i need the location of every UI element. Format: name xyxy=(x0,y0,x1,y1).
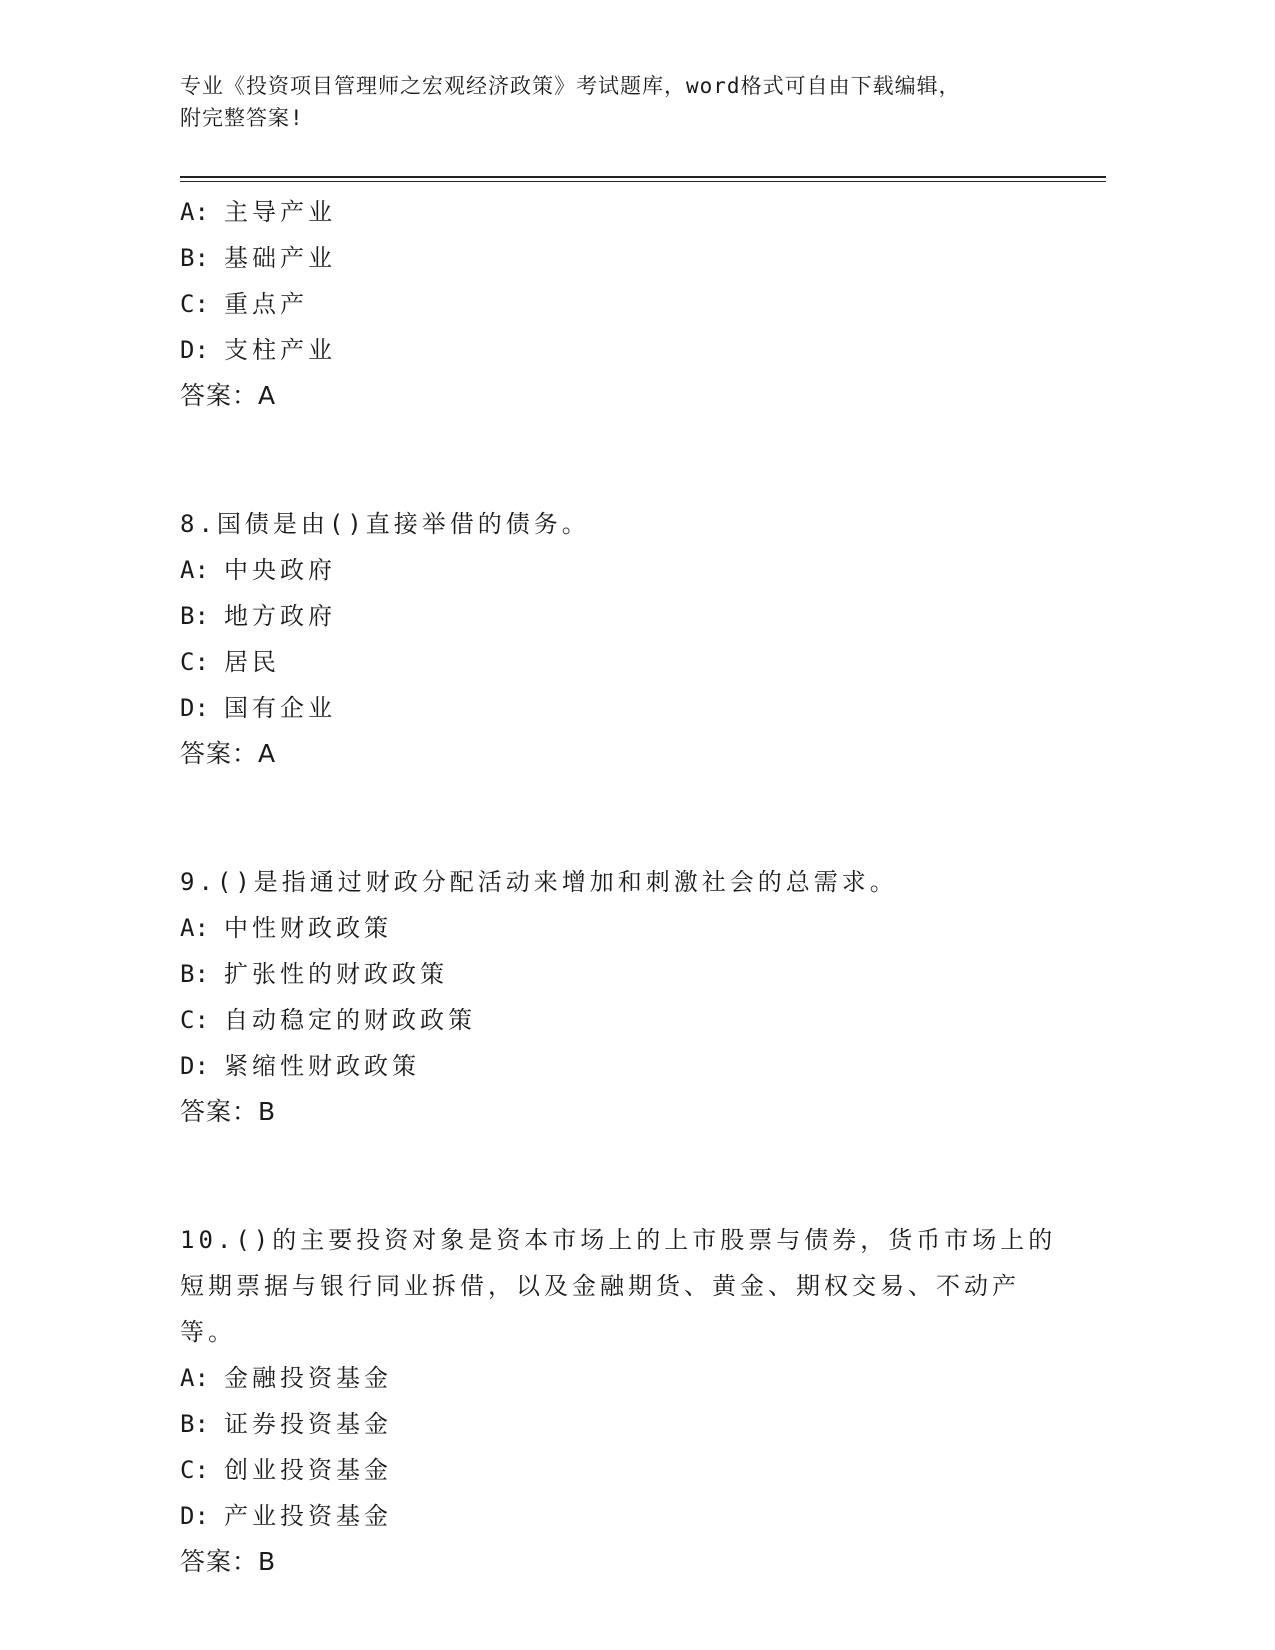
option-b: B: 证券投资基金 xyxy=(180,1410,392,1438)
option-b: B: 扩张性的财政政策 xyxy=(180,960,448,988)
spacer xyxy=(180,419,1080,501)
option-c: C: 自动稳定的财政政策 xyxy=(180,1006,476,1034)
answer-label: 答案：B xyxy=(180,1097,277,1126)
spacer xyxy=(180,1135,1080,1217)
option-b: B: 地方政府 xyxy=(180,602,336,630)
question-10 xyxy=(180,1217,1080,1585)
answer-label: 答案：A xyxy=(180,739,277,768)
question-text: 9.()是指通过财政分配活动来增加和刺激社会的总需求。 xyxy=(180,868,898,896)
option-c: C: 居民 xyxy=(180,648,280,676)
option-a: A: 中央政府 xyxy=(180,556,336,584)
option-b: B: 基础产业 xyxy=(180,244,336,272)
option-d: D: 紧缩性财政政策 xyxy=(180,1052,420,1080)
answer-label: 答案：A xyxy=(180,381,277,410)
option-d: D: 国有企业 xyxy=(180,694,336,722)
question-text-line-1: 10.()的主要投资对象是资本市场上的上市股票与债券，货币市场上的 xyxy=(180,1226,1057,1254)
option-a: A: 金融投资基金 xyxy=(180,1364,392,1392)
option-c: C: 重点产 xyxy=(180,290,308,318)
option-c: C: 创业投资基金 xyxy=(180,1456,392,1484)
header-rule-thick xyxy=(180,176,1106,178)
option-a: A: 主导产业 xyxy=(180,198,336,226)
header-line-2: 附完整答案! xyxy=(180,106,304,130)
header-line-1: 专业《投资项目管理师之宏观经济政策》考试题库，word格式可自由下载编辑， xyxy=(180,74,961,98)
document-header xyxy=(180,70,1100,134)
question-text-line-2: 短期票据与银行同业拆借，以及金融期货、黄金、期权交易、不动产 xyxy=(180,1272,1020,1300)
option-d: D: 支柱产业 xyxy=(180,336,336,364)
question-8 xyxy=(180,501,1080,777)
spacer xyxy=(180,777,1080,859)
header-rule-thin xyxy=(180,181,1106,182)
question-text-line-3: 等。 xyxy=(180,1318,236,1346)
question-list xyxy=(180,189,1080,1585)
question-9 xyxy=(180,859,1080,1135)
question-7 xyxy=(180,189,1080,419)
question-text: 8.国债是由()直接举借的债务。 xyxy=(180,510,590,538)
answer-label: 答案：B xyxy=(180,1547,277,1576)
option-a: A: 中性财政政策 xyxy=(180,914,392,942)
option-d: D: 产业投资基金 xyxy=(180,1502,392,1530)
